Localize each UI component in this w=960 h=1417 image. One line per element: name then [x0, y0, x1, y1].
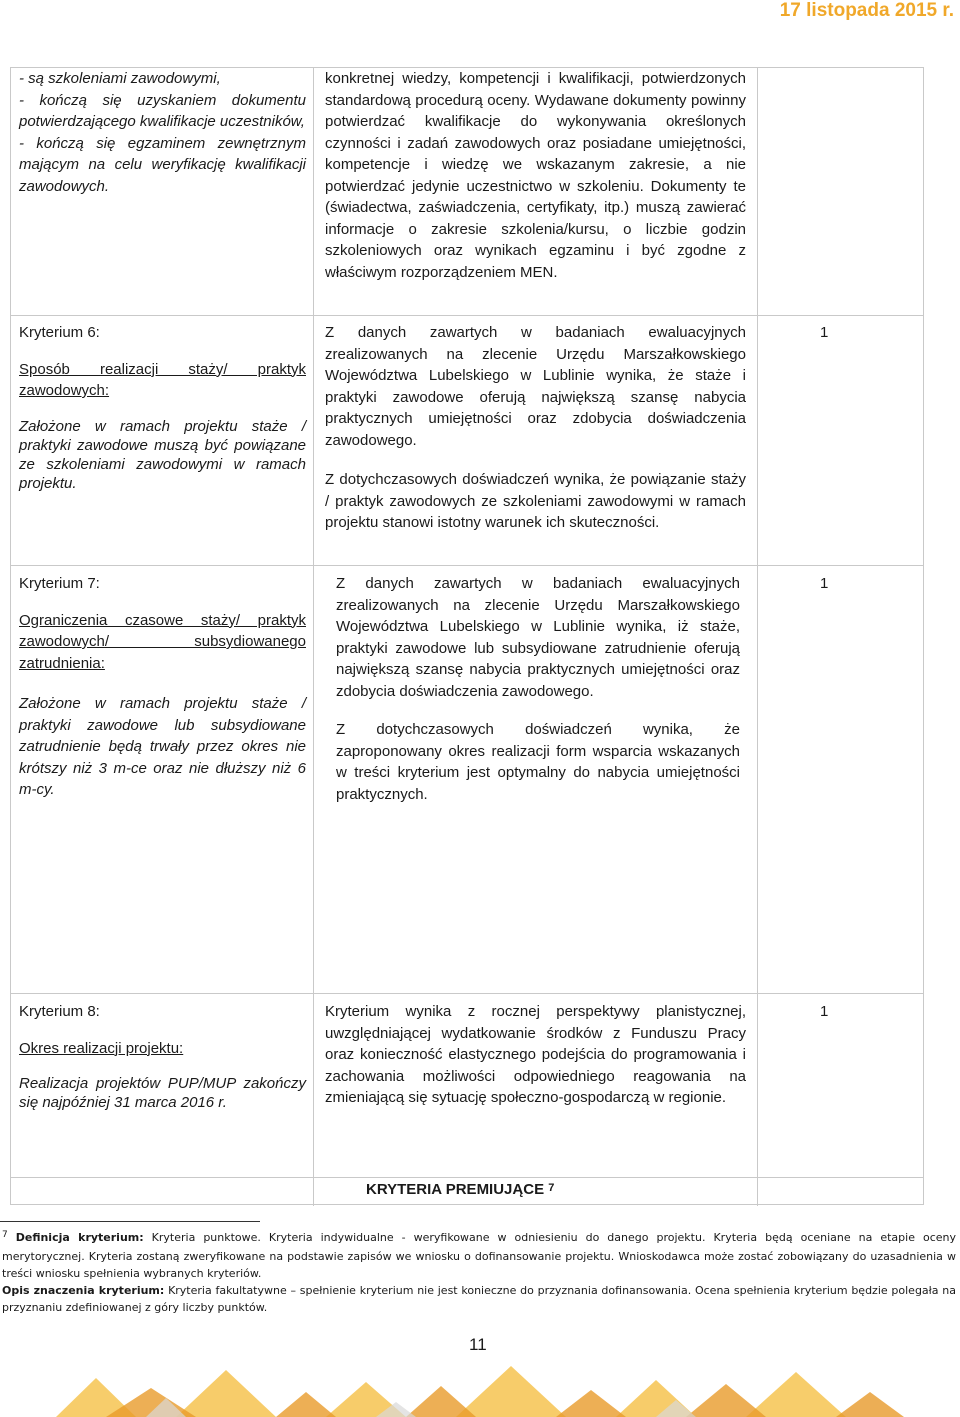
- row0-left-text: [19, 68, 306, 197]
- header-date: 17 listopada 2015 r.: [779, 0, 954, 21]
- decorative-footer-pattern: [56, 1358, 904, 1417]
- row-separator-4: [10, 1177, 924, 1178]
- justification-paragraph: Kryterium wynika z rocznej perspektywy planistycznej, uwzględniającej wydatkowanie środków z Funduszu Pracy oraz konieczność elastycznego podejścia do programowania i zachowania możliwości odpowiedniego reagowania na zmieniającą się sytuację społeczno-gospodarczą w regionie.: [325, 1003, 746, 1106]
- criterion-8-cell: [19, 1001, 306, 1112]
- justification-paragraph: Z danych zawartych w badaniach ewaluacyjnych zrealizowanych na zlecenie Urzędu Marszałkowskiego Województwa Lubelskiego w Lublinie wynika, iż staże, praktyki zawodowe lub subsydiowane zatrudnienie oferują największą szansę nabycia praktycznych umiejętności oraz zdobycia doświadczenia zawodowego.: [336, 575, 740, 700]
- premium-criteria-heading: [366, 1181, 554, 1198]
- row0-left-line: - kończą się uzyskaniem dokumentu potwierdzającego kwalifikacje uczestników,: [19, 91, 306, 130]
- criterion-7-cell: [19, 573, 306, 801]
- criterion-8-justification: [325, 1001, 746, 1109]
- criterion-description: Założone w ramach projektu staże / praktyki zawodowe muszą być powiązane ze szkoleniami zawodowymi w ramach projektu.: [19, 417, 306, 492]
- criterion-8-score: 1: [820, 1003, 829, 1020]
- justification-paragraph: Z dotychczasowych doświadczeń wynika, że powiązanie staży / praktyk zawodowych ze szkoleniami zawodowymi w ramach projektu stanowi istotny warunek ich skuteczności.: [325, 471, 746, 531]
- row0-left-line: - kończą się egzaminem zewnętrznym mającym na celu weryfikację kwalifikacji zawodowych.: [19, 134, 306, 195]
- row0-left-line: - są szkoleniami zawodowymi,: [19, 70, 221, 87]
- criterion-title: Kryterium 7:: [19, 575, 100, 592]
- criterion-6-score: 1: [820, 324, 829, 341]
- footnote-significance-text: Kryteria fakultatywne – spełnienie kryterium nie jest konieczne do przyznania dofinansowania. Ocena spełnienia kryterium będzie polegała na przyznaniu zdefiniowanej z góry liczby punktów.: [2, 1284, 956, 1314]
- table-divider-2: [757, 67, 758, 1206]
- table-divider-1: [313, 67, 314, 1206]
- criterion-description: Założone w ramach projektu staże / praktyki zawodowe lub subsydiowane zatrudnienie będą trwały przez okres nie krótszy niż 3 m-ce oraz nie dłuższy niż 6 m-cy.: [19, 695, 306, 798]
- row-separator-3: [10, 993, 924, 994]
- criterion-7-score: 1: [820, 575, 829, 592]
- criterion-7-justification: [336, 573, 740, 805]
- criterion-6-cell: [19, 322, 306, 493]
- row0-right-text: konkretnej wiedzy, kompetencji i kwalifikacji, potwierdzonych standardową procedurą oceny. Wydawane dokumenty powinny potwierdzać kwalifikacje do wykonywania określonych czynności i zadań zawodowych oraz posiadane umiejętności, kompetencje i wiedzę we wskazanym zakresie, a nie potwierdzać jedynie uczestnictwo w szkoleniu. Dokumenty te (świadectwa, zaświadczenia, certyfikaty, itp.) muszą zawierać informacje o zakresie szkolenia/kursu, o liczbie godzin szkoleniowych oraz wynikach egzaminu i być zgodne z właściwym rozporządzeniem MEN.: [325, 70, 746, 281]
- footnote-separator: [0, 1221, 260, 1222]
- footnote-definition-text: Kryteria punktowe. Kryteria indywidualne - weryfikowane w odniesieniu do danego projektu. Kryteria będą oceniane na etapie oceny merytorycznej. Kryteria zostaną zweryfikowane na podstawie zapisów we wniosku o dofinansowanie projektu. Wnioskodawca może zostać zobowiązany do uzasadnienia w treści wniosku spełnienia wybranych kryteriów.: [2, 1231, 957, 1280]
- criterion-title: Kryterium 8:: [19, 1003, 100, 1020]
- row-separator-2: [10, 565, 924, 566]
- criterion-subtitle: Sposób realizacji staży/ praktyk zawodowych:: [19, 360, 306, 399]
- justification-paragraph: Z danych zawartych w badaniach ewaluacyjnych zrealizowanych na zlecenie Urzędu Marszałkowskiego Województwa Lubelskiego w Lublinie wynika, że staże i praktyki zawodowe oferują największą szansę nabycia praktycznych umiejętności oraz zdobycia doświadczenia zawodowego.: [325, 324, 746, 449]
- page-number: 11: [469, 1335, 487, 1354]
- footnote-number: 7: [2, 1230, 8, 1240]
- criterion-title: Kryterium 6:: [19, 324, 100, 341]
- criterion-subtitle: Okres realizacji projektu:: [19, 1039, 184, 1057]
- row-separator-1: [10, 315, 924, 316]
- footnote-significance-label: Opis znaczenia kryterium:: [2, 1284, 165, 1297]
- justification-paragraph: Z dotychczasowych doświadczeń wynika, że zaproponowany okres realizacji form wsparcia wskazanych w treści kryterium jest optymalny do nabycia umiejętności praktycznych.: [336, 721, 740, 803]
- footnote-definition-label: Definicja kryterium:: [15, 1231, 144, 1244]
- criterion-subtitle: Ograniczenia czasowe staży/ praktyk zawodowych/ subsydiowanego zatrudnienia:: [19, 611, 306, 672]
- premium-label: KRYTERIA PREMIUJĄCE: [366, 1181, 545, 1198]
- premium-footnote-ref: 7: [548, 1182, 555, 1194]
- footnote: [2, 1229, 956, 1316]
- criterion-6-justification: [325, 322, 746, 534]
- criterion-description: Realizacja projektów PUP/MUP zakończy się najpóźniej 31 marca 2016 r.: [19, 1075, 306, 1111]
